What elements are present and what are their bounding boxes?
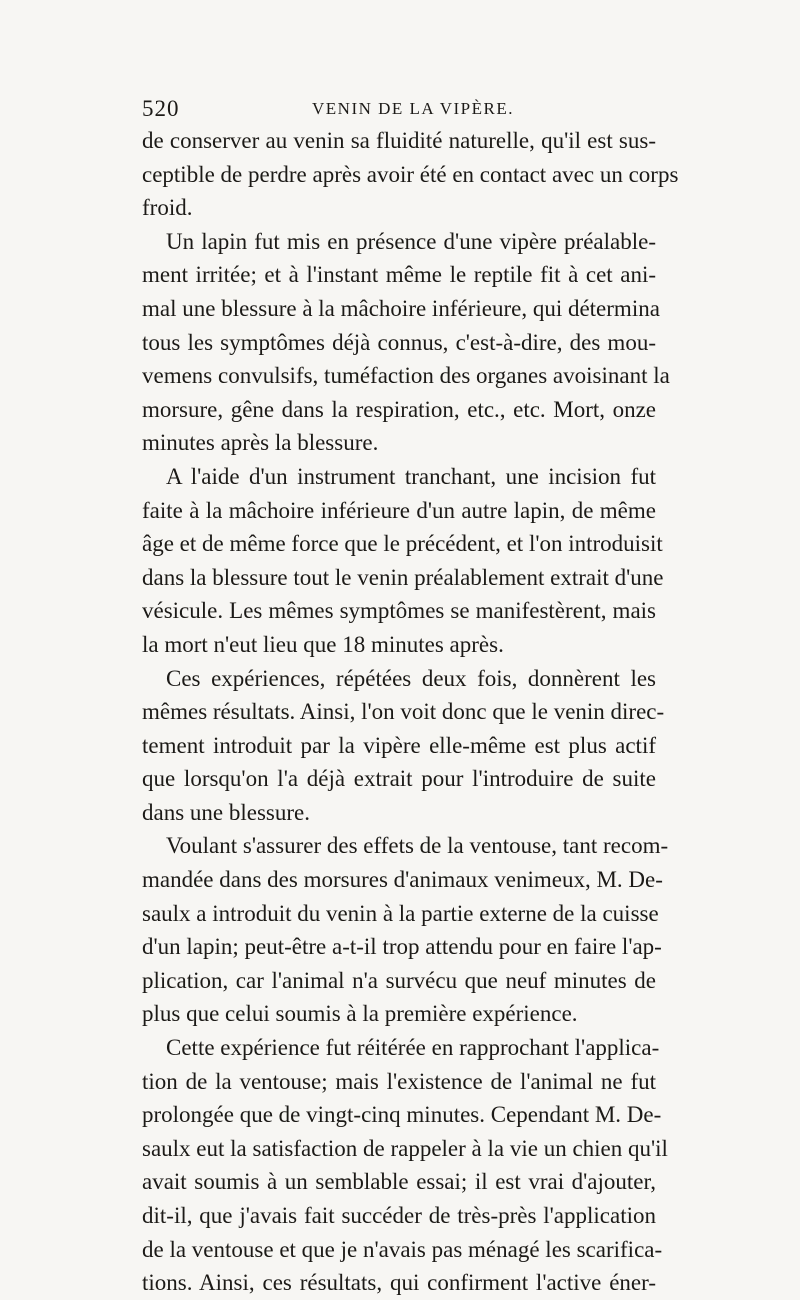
text-line: tions. Ainsi, ces résultats, qui confirment l'active éner- [142, 1270, 656, 1296]
text-line: dans la blessure tout le venin préalablement extrait d'une [142, 564, 664, 590]
text-line: prolongée que de vingt-cinq minutes. Cependant M. De- [142, 1102, 662, 1128]
text-line: plus que celui soumis à la première expérience. [142, 1001, 578, 1027]
text-line: tous les symptômes déjà connus, c'est-à-dire, des mou- [142, 329, 656, 355]
text-line: âge et de même force que le précédent, et l'on introduisit [142, 531, 663, 557]
running-title: VENIN DE LA VIPÈRE. [312, 99, 514, 118]
text-line: avait soumis à un semblable essai; il est vrai d'ajouter, [142, 1169, 656, 1195]
page-number: 520 [142, 96, 180, 121]
text-line: mandée dans des morsures d'animaux venimeux, M. De- [142, 867, 663, 893]
text-line: d'un lapin; peut-être a-t-il trop attendu pour en faire l'ap- [142, 934, 662, 960]
text-line: A l'aide d'un instrument tranchant, une incision fut [166, 463, 656, 489]
text-line: ceptible de perdre après avoir été en contact avec un corps [142, 161, 679, 187]
page-header [142, 96, 662, 126]
body-text [142, 124, 679, 1300]
text-line: morsure, gêne dans la respiration, etc., etc. Mort, onze [142, 396, 656, 422]
text-line: Un lapin fut mis en présence d'une vipère préalable- [166, 228, 656, 254]
text-line: faite à la mâchoire inférieure d'un autre lapin, de même [142, 497, 656, 523]
text-line: de la ventouse et que je n'avais pas ménagé les scarifica- [142, 1236, 663, 1262]
text-line: la mort n'eut lieu que 18 minutes après. [142, 631, 504, 657]
text-line: mal une blessure à la mâchoire inférieure, qui détermina [142, 295, 660, 321]
text-line: dans une blessure. [142, 799, 310, 825]
text-line: froid. [142, 195, 193, 221]
text-line: que lorsqu'on l'a déjà extrait pour l'introduire de suite [142, 766, 656, 792]
text-line: vésicule. Les mêmes symptômes se manifestèrent, mais [142, 598, 656, 624]
text-line: tement introduit par la vipère elle-même est plus actif [142, 732, 656, 758]
text-line: vemens convulsifs, tuméfaction des organes avoisinant la [142, 363, 670, 389]
text-line: Cette expérience fut réitérée en rapprochant l'applica- [166, 1035, 660, 1061]
text-line: saulx a introduit du venin à la partie externe de la cuisse [142, 900, 659, 926]
text-line: Voulant s'assurer des effets de la ventouse, tant recom- [166, 833, 669, 859]
text-line: plication, car l'animal n'a survécu que neuf minutes de [142, 967, 656, 993]
text-line: mêmes résultats. Ainsi, l'on voit donc que le venin direc- [142, 699, 665, 725]
text-line: dit-il, que j'avais fait succéder de très-près l'application [142, 1203, 656, 1228]
text-line: tion de la ventouse; mais l'existence de l'animal ne fut [142, 1068, 656, 1094]
text-line: Ces expériences, répétées deux fois, donnèrent les [166, 665, 656, 691]
text-line: de conserver au venin sa fluidité naturelle, qu'il est sus- [142, 128, 656, 153]
text-line: saulx eut la satisfaction de rappeler à la vie un chien qu'il [142, 1135, 668, 1161]
text-line: minutes après la blessure. [142, 430, 379, 456]
text-line: ment irritée; et à l'instant même le reptile fit à cet ani- [142, 262, 656, 288]
